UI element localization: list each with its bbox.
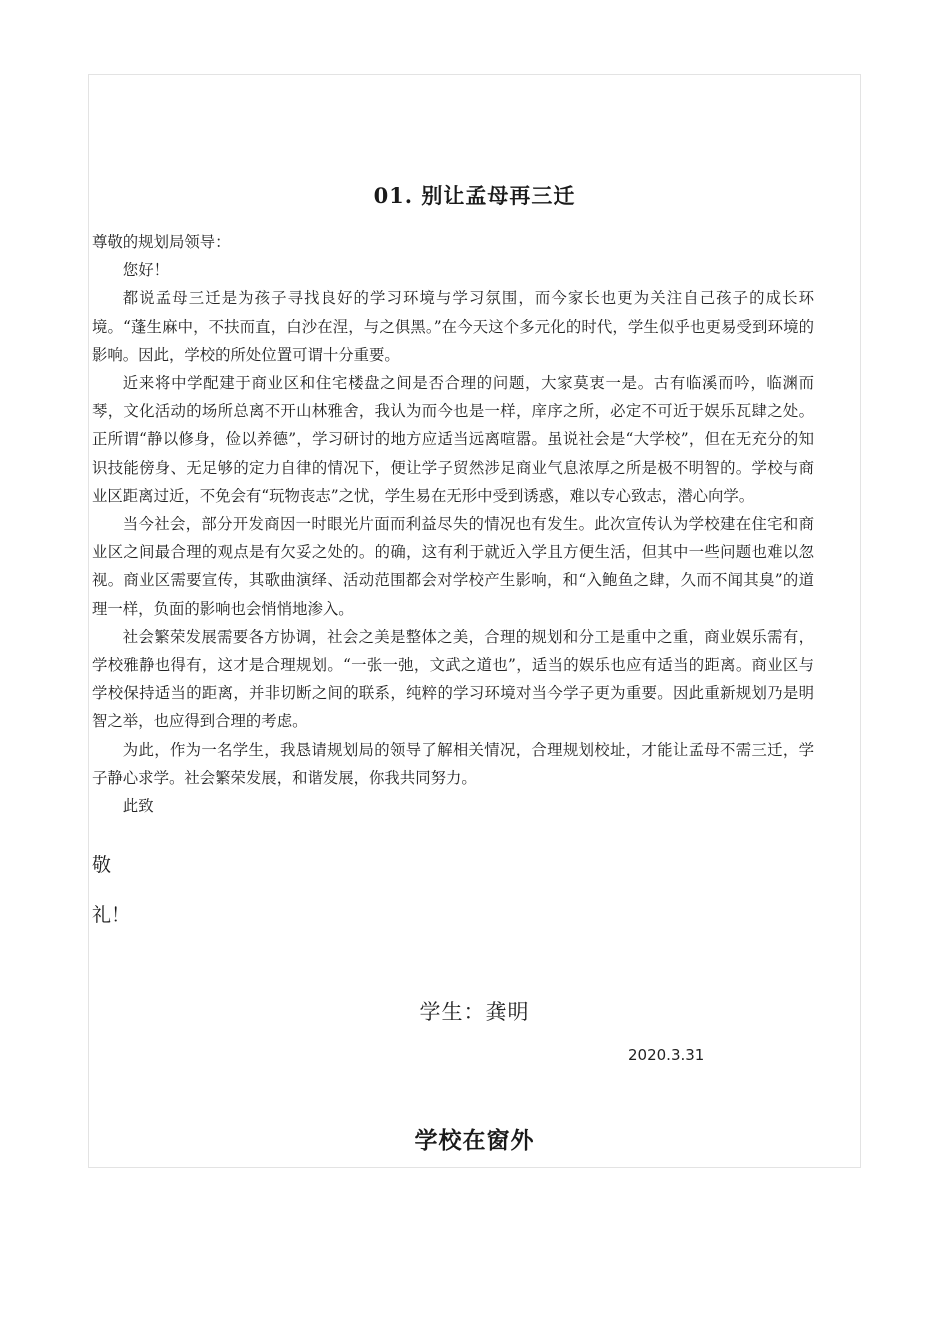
document-title: 01. 别让孟母再三迁 <box>373 183 576 208</box>
letter-date: 2020.3.31 <box>628 1046 705 1064</box>
paragraph-2: 近来将中学配建于商业区和住宅楼盘之间是否合理的问题，大家莫衷一是。古有临溪而吟，临渊而琴，文化活动的场所总离不开山林雅舍，我认为而今也是一样，庠序之所，必定不可近于娱乐瓦肆之处。正所谓“静以修身，俭以养德”，学习研讨的地方应适当远离喧嚣。虽说社会是“大学校”，但在无充分的知识技能傍身、无足够的定力自律的情况下，便让学子贸然涉足商业气息浓厚之所是极不明智的。学校与商业区距离过近，不免会有“玩物丧志”之忧，学生易在无形中受到诱惑，难以专心致志，潜心向学。 <box>92 374 814 505</box>
greeting: 您好！ <box>122 261 169 280</box>
next-article-title: 学校在窗外 <box>414 1127 535 1154</box>
letter-body <box>92 228 814 820</box>
signature: 学生：龚明 <box>419 1000 530 1024</box>
closing-line: 此致 <box>122 797 154 816</box>
paragraph-3: 当今社会，部分开发商因一时眼光片面而利益尽失的情况也有发生。此次宣传认为学校建在住宅和商业区之间最合理的观点是有欠妥之处的。的确，这有利于就近入学且方便生活，但其中一些问题也难以忽视。商业区需要宣传，其歌曲演绎、活动范围都会对学校产生影响，和“入鲍鱼之肆，久而不闻其臭”的道理一样，负面的影响也会悄悄地渗入。 <box>92 515 814 618</box>
salutation: 尊敬的规划局领导： <box>92 233 231 251</box>
paragraph-4: 社会繁荣发展需要各方协调，社会之美是整体之美，合理的规划和分工是重中之重，商业娱乐需有，学校雅静也得有，这才是合理规划。“一张一弛，文武之道也”，适当的娱乐也应有适当的距离。商业区与学校保持适当的距离，并非切断之间的联系，纯粹的学习环境对当今学子更为重要。因此重新规划乃是明智之举，也应得到合理的考虑。 <box>92 627 814 731</box>
closing-salute: 礼！ <box>92 904 131 926</box>
paragraph-5: 为此，作为一名学生，我恳请规划局的领导了解相关情况，合理规划校址，才能让孟母不需三迁，学子静心求学。社会繁荣发展，和谐发展，你我共同努力。 <box>92 740 814 787</box>
closing-respect: 敬 <box>92 854 112 876</box>
paragraph-1: 都说孟母三迁是为孩子寻找良好的学习环境与学习氛围，而今家长也更为关注自己孩子的成长环境。“蓬生麻中，不扶而直，白沙在涅，与之俱黑。”在今天这个多元化的时代，学生似乎也更易受到环境的影响。因此，学校的所处位置可谓十分重要。 <box>92 289 814 364</box>
